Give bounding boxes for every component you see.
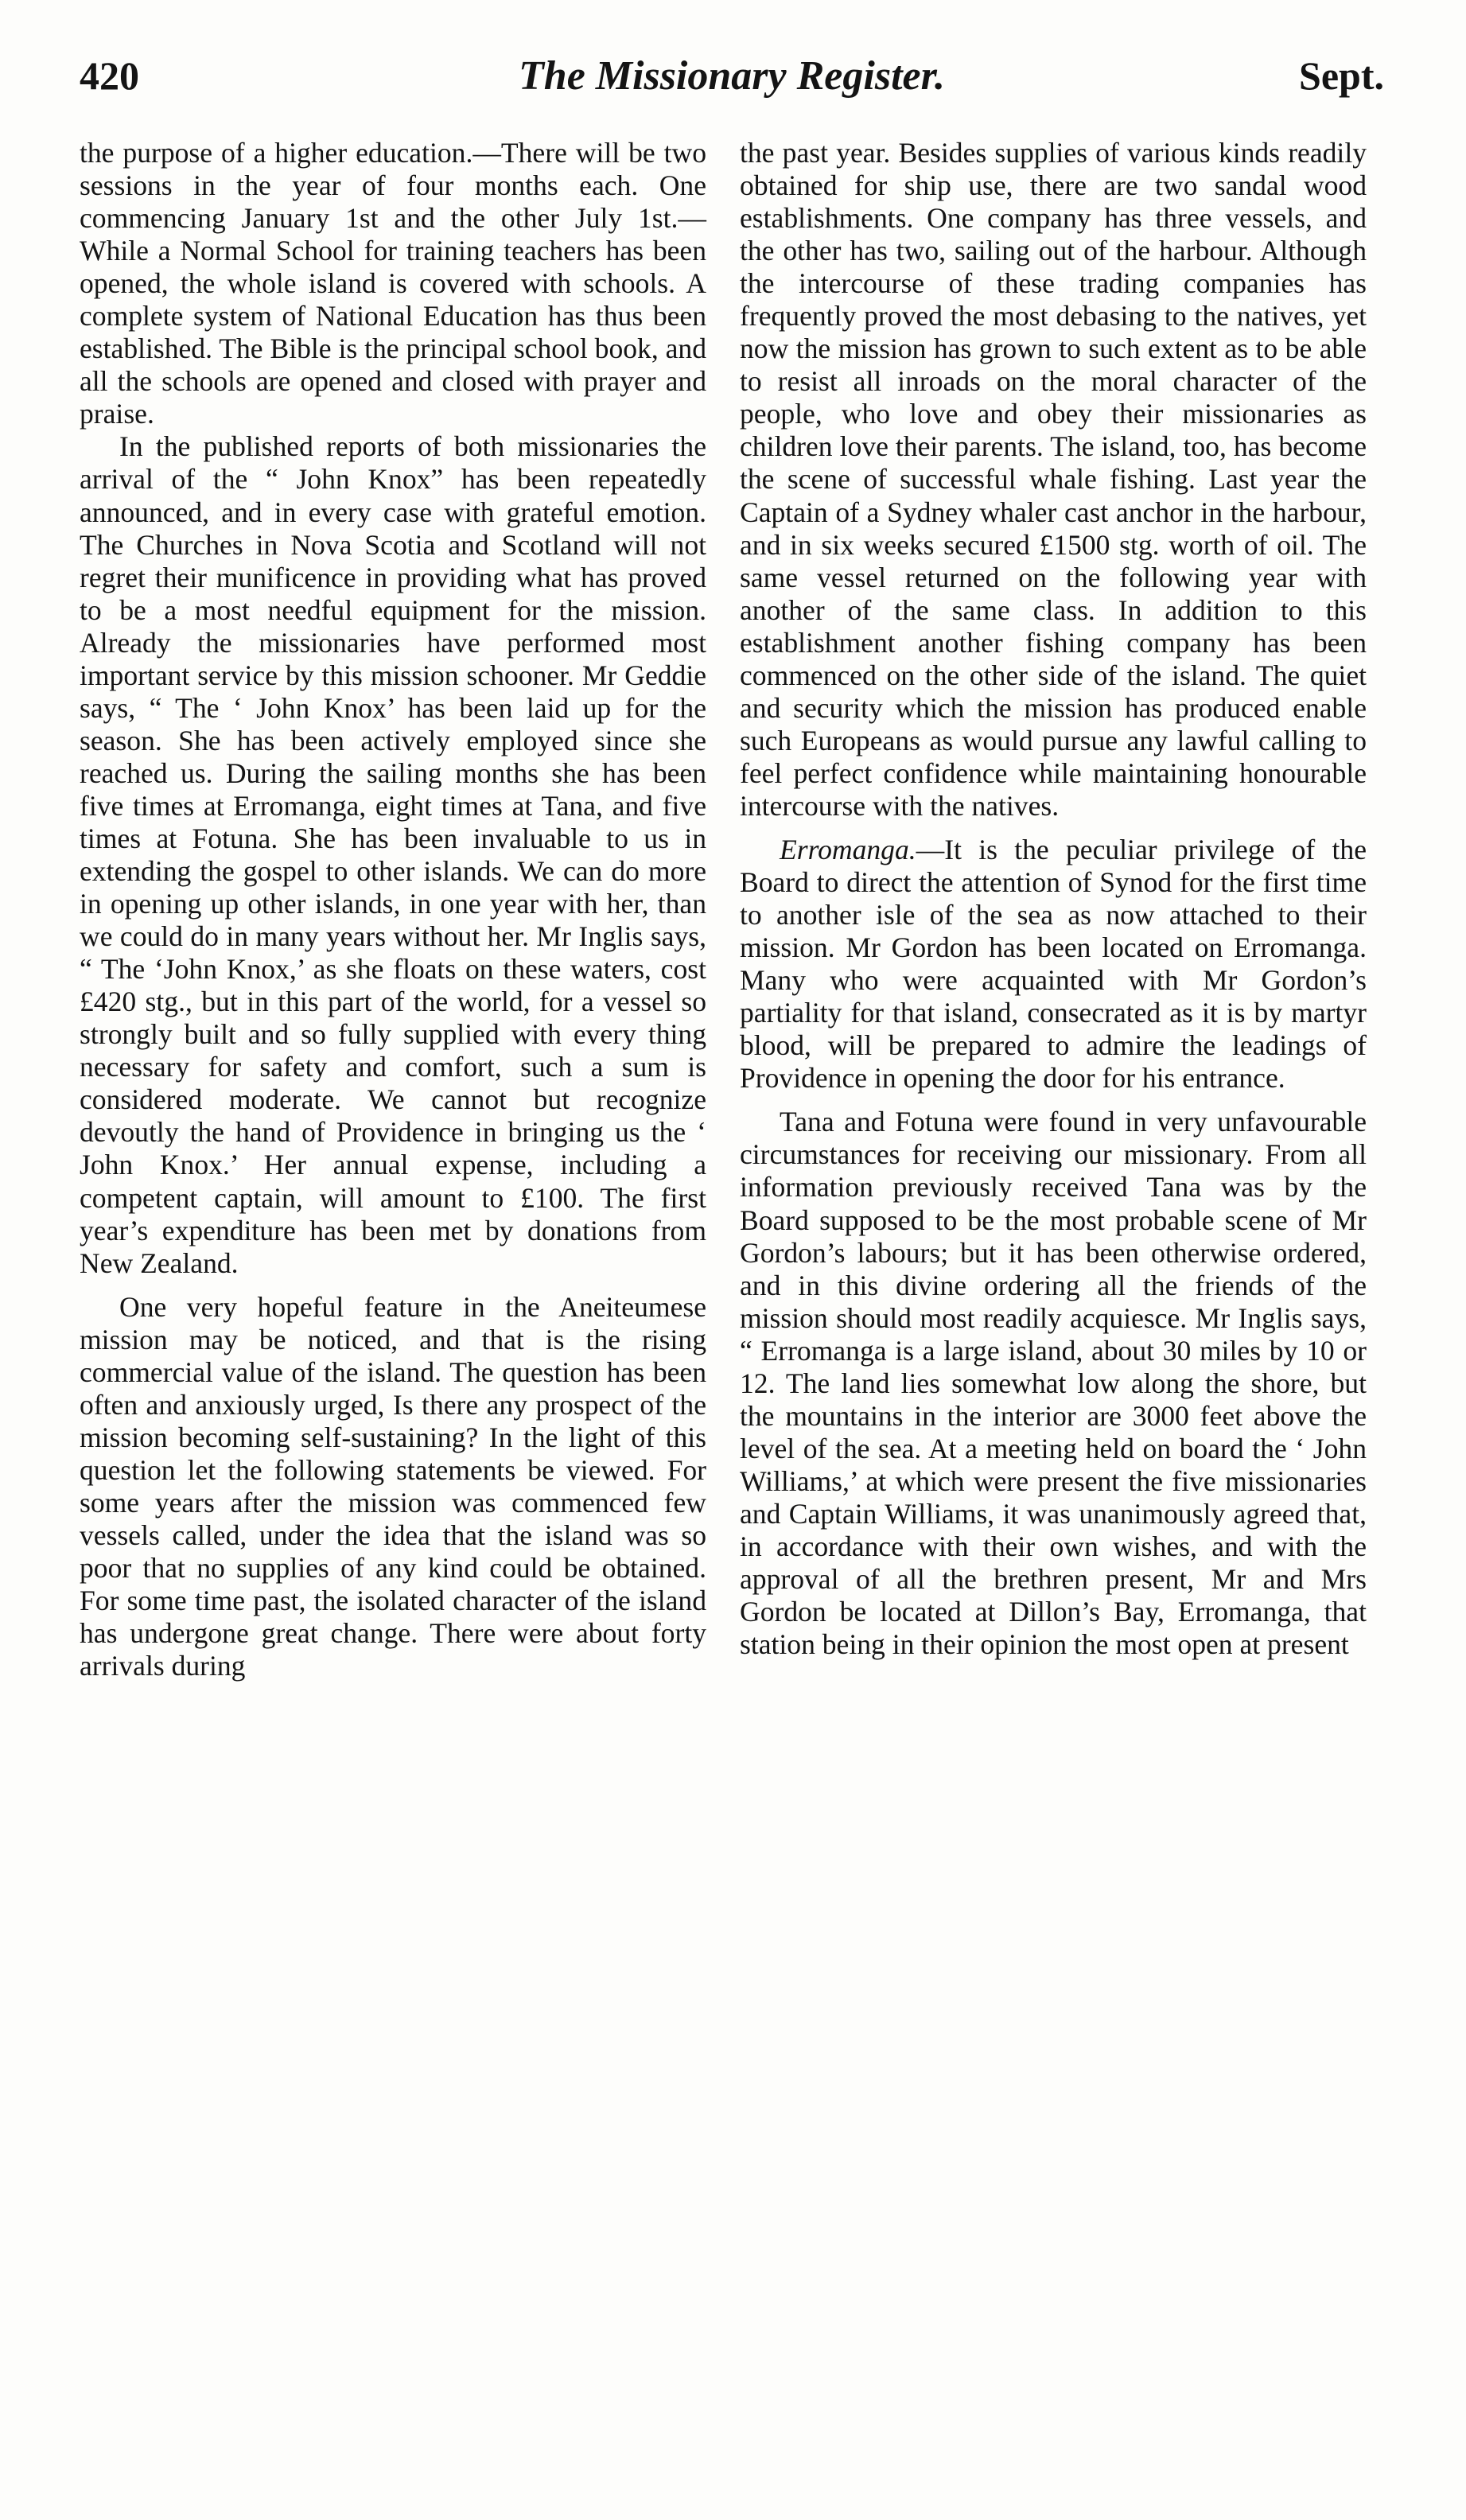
- right-paragraph-3: Tana and Fotuna were found in very unfavourable circumstances for receiving our missionary. From all information previously received Tana was by the Board supposed to be the most probable scene of Mr Gordon’s labours; but it has been otherwise ordered, and in this divine ordering all the friends of the mission should most readily acquiesce. Mr Inglis says, “ Erromanga is a large island, about 30 miles by 10 or 12. The land lies somewhat low along the shore, but the mountains in the interior are 3000 feet above the level of the sea. At a meeting held on board the ‘ John Williams,’ at which were present the five missionaries and Captain Williams, it was unanimously agreed that, in accordance with their own wishes, and with the approval of all the brethren present, Mr and Mrs Gordon be located at Dillon’s Bay, Erromanga, that station being in their opinion the most open at present: [740, 1106, 1367, 1661]
- right-paragraph-1: the past year. Besides supplies of various kinds readily obtained for ship use, there are two sandal wood establishments. One company has three vessels, and the other has two, sailing out of the harbour. Although the intercourse of these trading companies has frequently proved the most debasing to the natives, yet now the mission has grown to such extent as to be able to resist all inroads on the moral character of the people, who love and obey their missionaries as children love their parents. The island, too, has become the scene of successful whale fishing. Last year the Captain of a Sydney whaler cast anchor in the harbour, and in six weeks secured £1500 stg. worth of oil. The same vessel returned on the following year with another of the same class. In addition to this establishment another fishing company has been commenced on the other side of the island. The quiet and security which the mission has produced enable such Europeans as would pursue any lawful calling to feel perfect confidence while maintaining honourable intercourse with the natives.: [740, 137, 1367, 822]
- right-paragraph-2: [740, 834, 1367, 1095]
- running-head: [80, 46, 1384, 118]
- right-paragraph-2-body: —It is the peculiar privilege of the Board to direct the attention of Synod for the first time to another isle of the sea as now attached to their mission. Mr Gordon has been located on Erromanga. Many who were acquainted with Mr Gordon’s partiality for that island, consecrated as it is by martyr blood, will be prepared to admire the leadings of Providence in opening the door for his entrance.: [740, 833, 1367, 1095]
- left-paragraph-2: In the published reports of both missionaries the arrival of the “ John Knox” has been repeatedly announced, and in every case with grateful emotion. The Churches in Nova Scotia and Scotland will not regret their munificence in providing what has proved to be a most needful equipment for the mission. Already the missionaries have performed most important service by this mission schooner. Mr Geddie says, “ The ‘ John Knox’ has been laid up for the season. She has been actively employed since she reached us. During the sailing months she has been five times at Erromanga, eight times at Tana, and five times at Fotuna. She has been invaluable to us in extending the gospel to other islands. We can do more in opening up other islands, in one year with her, than we could do in many years without her. Mr Inglis says, “ The ‘John Knox,’ as she floats on these waters, cost £420 stg., but in this part of the world, for a vessel so strongly built and so fully supplied with every thing necessary for safety and comfort, such a sum is considered moderate. We cannot but recognize devoutly the hand of Providence in bringing us the ‘ John Knox.’ Her annual expense, including a competent captain, will amount to £100. The first year’s expenditure has been met by donations from New Zealand.: [80, 430, 706, 1279]
- left-paragraph-1: the purpose of a higher education.—There will be two sessions in the year of four months each. One commencing January 1st and the other July 1st.—While a Normal School for training teachers has been opened, the whole island is covered with schools. A complete system of National Education has thus been established. The Bible is the principal school book, and all the schools are opened and closed with prayer and praise.: [80, 137, 706, 430]
- right-column: [740, 137, 1367, 1661]
- issue-month: Sept.: [1299, 53, 1384, 98]
- journal-title: The Missionary Register.: [519, 53, 945, 99]
- left-column: [80, 137, 706, 1682]
- section-lead-erromanga: Erromanga.: [780, 833, 916, 865]
- page-number: 420: [80, 53, 139, 98]
- left-paragraph-3: One very hopeful feature in the Aneiteumese mission may be noticed, and that is the rising commercial value of the island. The question has been often and anxiously urged, Is there any prospect of the mission becoming self-sustaining? In the light of this question let the following statements be viewed. For some years after the mission was commenced few vessels called, under the idea that the island was so poor that no supplies of any kind could be obtained. For some time past, the isolated character of the island has undergone great change. There were about forty arrivals during: [80, 1290, 706, 1682]
